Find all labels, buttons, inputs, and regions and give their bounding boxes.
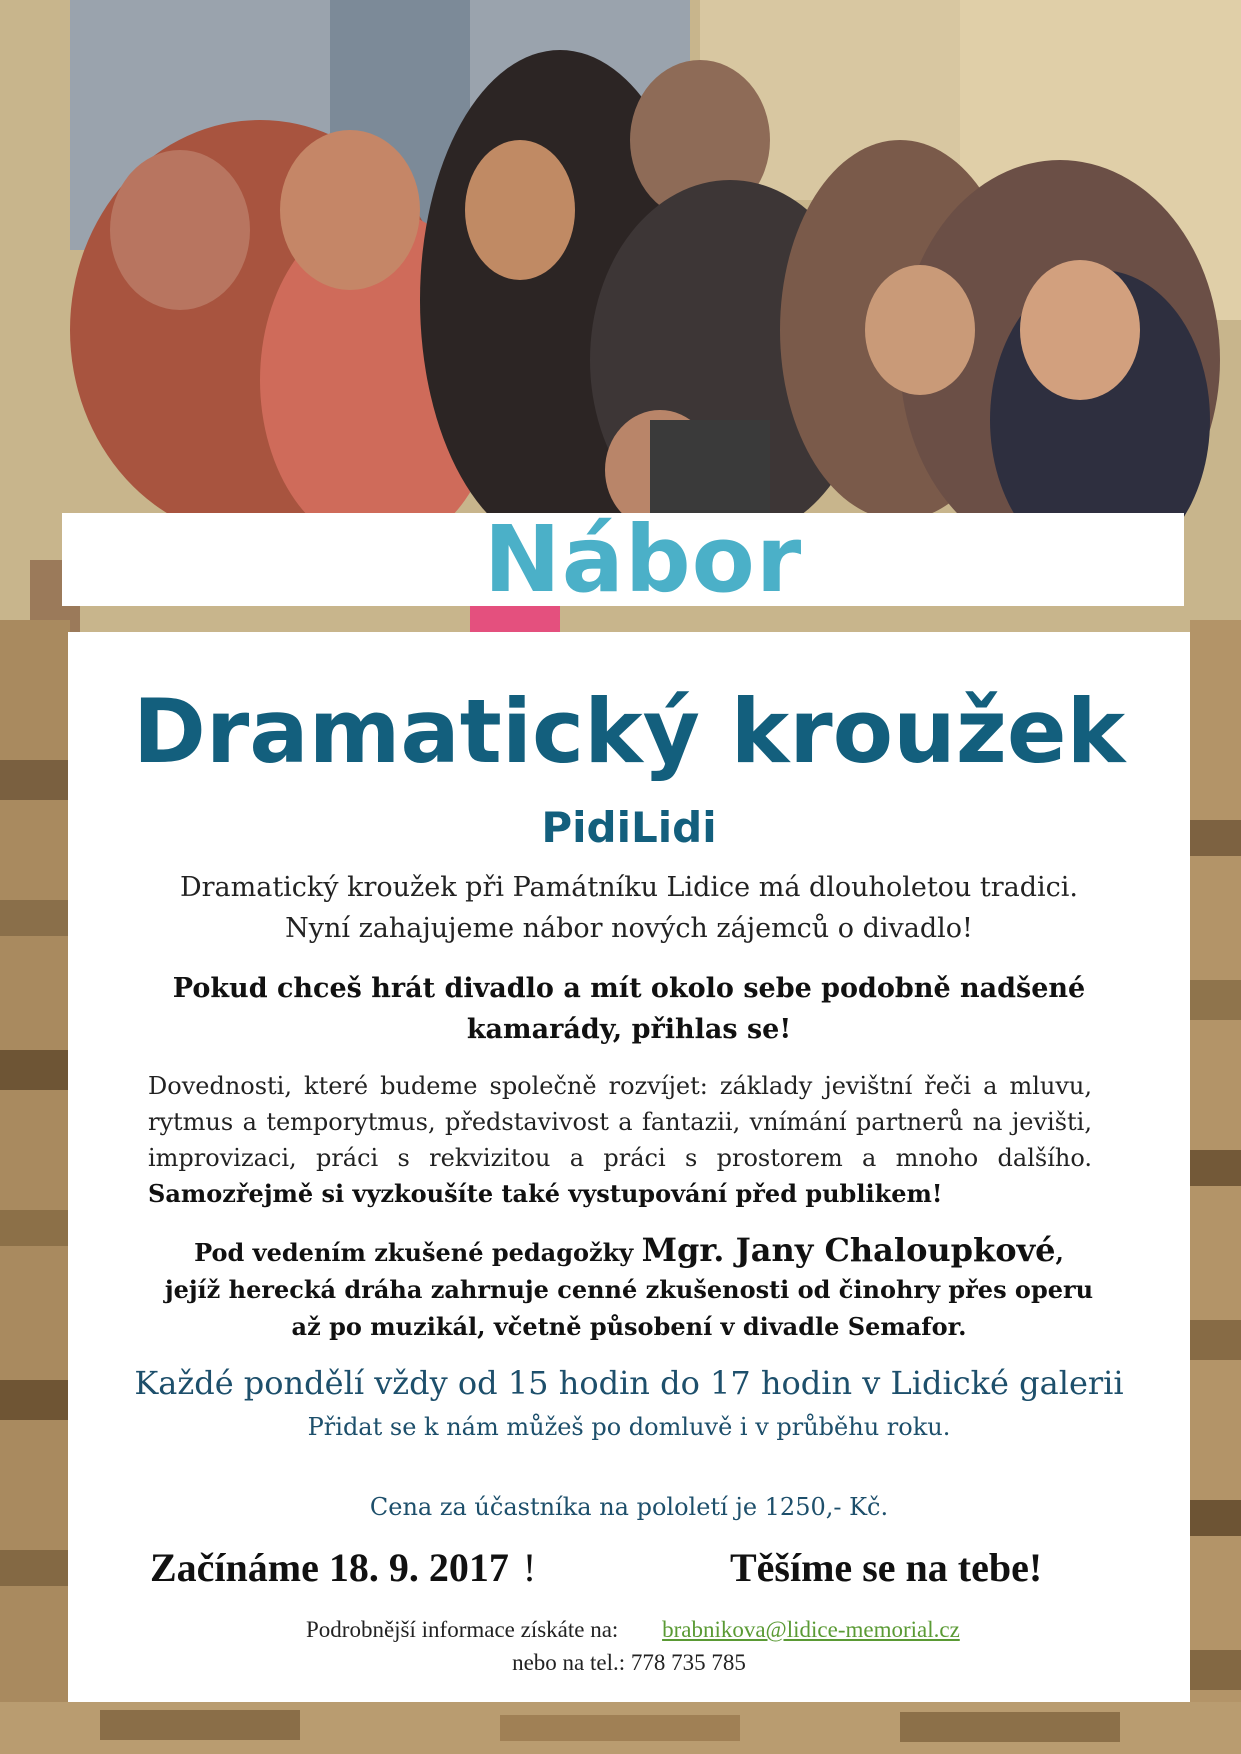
schedule-note: Přidat se k nám můžeš po domluvě i v průběhu roku. [307,1413,951,1441]
teacher-info [68,1232,1190,1345]
call-to-action [108,968,1150,1050]
intro-line-1: Dramatický kroužek při Památníku Lidice má dlouholetou tradici. [179,872,1079,903]
call-line-1: Pokud chceš hrát divadlo a mít okolo sebe podobně nadšené [172,973,1086,1004]
contact-label: Podrobnější informace získáte na: [306,1617,619,1642]
teacher-suffix: , [1055,1238,1064,1267]
teacher-line-2: jejíž herecká dráha zahrnuje cenné zkušenosti od činohry přes operu [164,1275,1094,1304]
teacher-line-1 [68,1232,1190,1271]
info-panel [68,632,1190,1702]
banner-title: Nábor [483,505,803,613]
start-date-text: Začínáme 18. 9. 2017 [150,1545,509,1590]
teacher-line-3: až po muzikál, včetně působení v divadle Semafor. [291,1312,967,1341]
subtitle: PidiLidi [541,803,717,852]
price: Cena za účastníka na pololetí je 1250,- Kč. [369,1493,889,1521]
contact-email-link[interactable]: brabnikova@lidice-memorial.cz [662,1617,960,1642]
teacher-name: Mgr. Jany Chaloupkové [641,1231,1056,1269]
contact-info [306,1616,960,1644]
start-exclamation: ! [522,1545,537,1590]
skills-paragraph [148,1068,1092,1212]
schedule: Každé pondělí vždy od 15 hodin do 17 hodin v Lidické galerii [134,1364,1124,1402]
intro-line-2: Nyní zahajujeme nábor nových zájemců o divadlo! [285,913,973,944]
call-line-2: kamarády, přihlas se! [466,1014,792,1045]
main-title: Dramatický kroužek [132,680,1126,783]
skills-text: Dovednosti, které budeme společně rozvíjet: základy jevištní řeči a mluvu, rytmus a temporytmus, představivost a fantazii, vnímání partnerů na jevišti, improvizaci, práci s rekvizitou a práci s prostorem a mnoho dalšího. [148,1072,1092,1172]
contact-phone: nebo na tel.: 778 735 785 [512,1650,746,1675]
greeting: Těšíme se na tebe! [730,1545,1043,1590]
title-banner [62,505,1184,613]
intro-text [68,867,1190,949]
start-date [150,1545,537,1590]
skills-bold: Samozřejmě si vyzkoušíte také vystupování před publikem! [148,1179,943,1208]
teacher-prefix: Pod vedením zkušené pedagožky [194,1238,634,1267]
